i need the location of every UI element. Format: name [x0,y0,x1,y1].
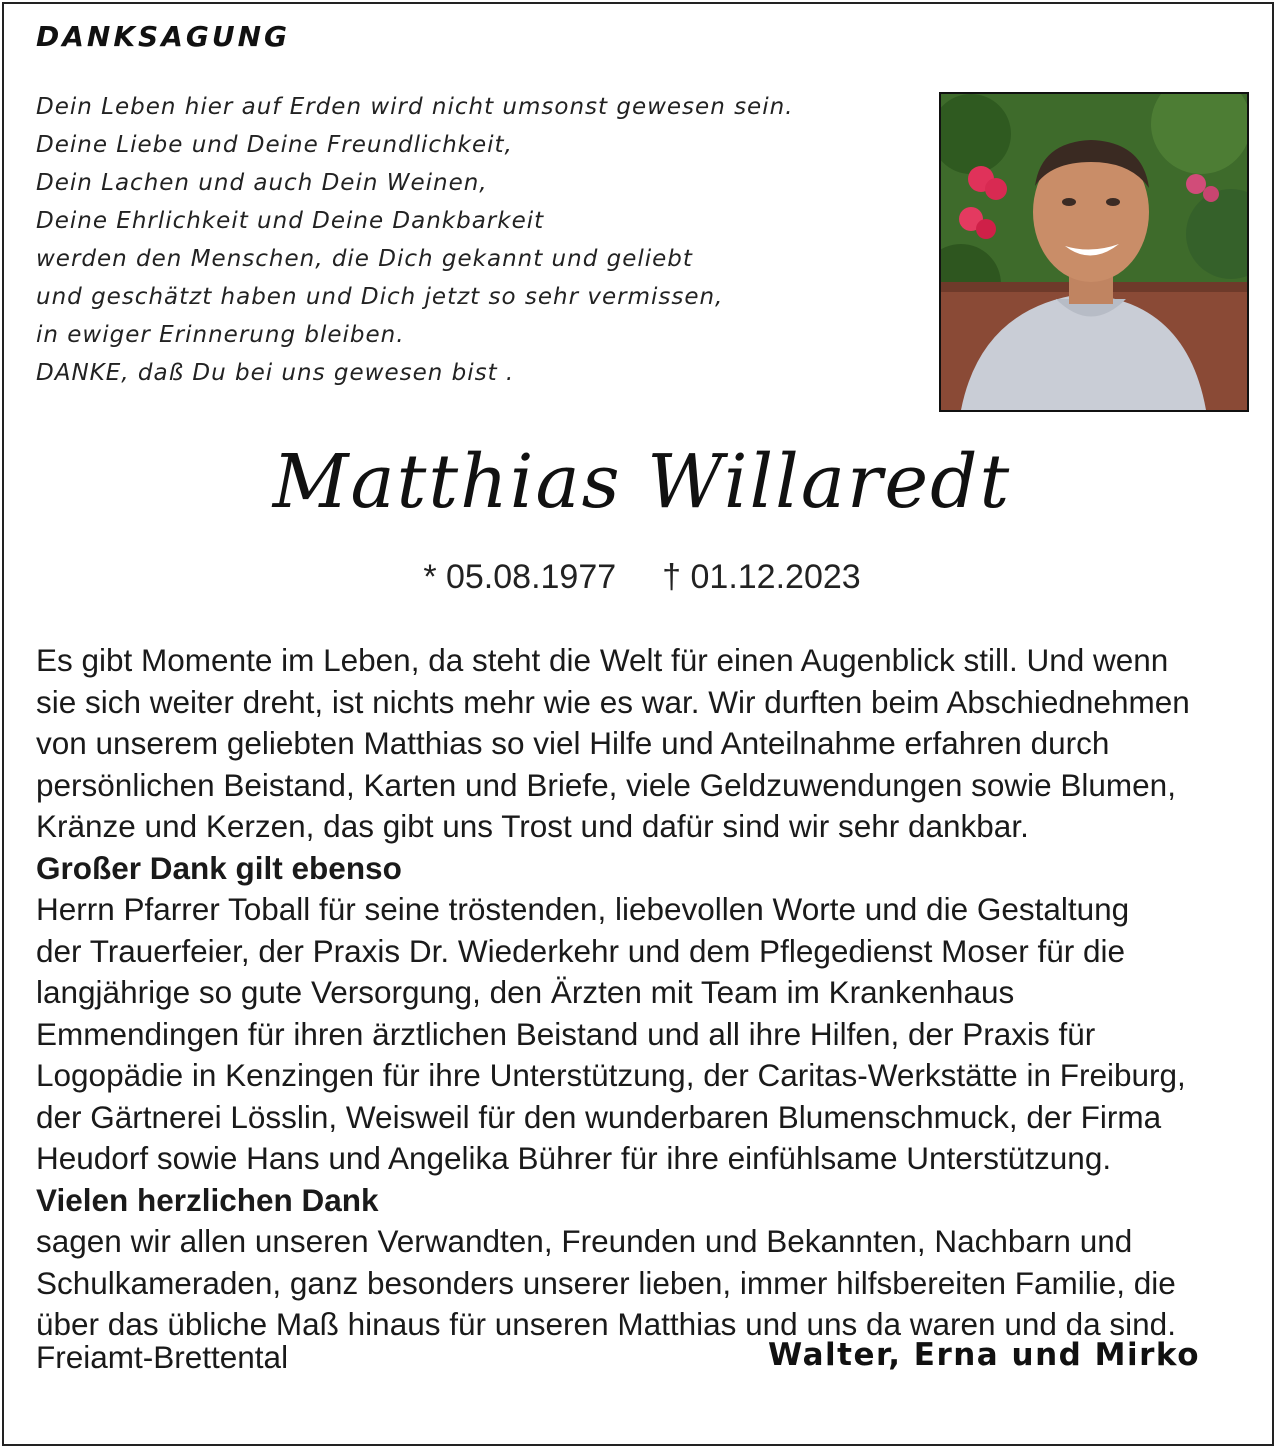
birth-date: * 05.08.1977 [423,558,617,596]
poem-line: Dein Lachen und auch Dein Weinen, [36,170,488,196]
poem-line: und geschätzt haben und Dich jetzt so sehr vermissen, [36,284,724,310]
text-line: der Gärtnerei Lösslin, Weisweil für den wunderbaren Blumenschmuck, der Firma [36,1098,1162,1135]
poem-line: Deine Liebe und Deine Freundlichkeit, [36,132,513,158]
text-line: Herrn Pfarrer Toball für seine tröstenden, liebevollen Worte und die Gestaltung [36,891,1130,927]
text-line: Logopädie in Kenzingen für ihre Unterstützung, der Caritas-Werkstätte in Freiburg, [36,1057,1186,1093]
text-line: der Trauerfeier, der Praxis Dr. Wiederkehr und dem Pflegedienst Moser für die [36,932,1125,969]
poem-line: Dein Leben hier auf Erden wird nicht umsonst gewesen sein. [36,94,794,120]
text-line: sagen wir allen unseren Verwandten, Freunden und Bekannten, Nachbarn und [36,1223,1133,1259]
text-line: über das übliche Maß hinaus für unseren Matthias und uns da waren und da sind. [36,1306,1176,1342]
signature: Walter, Erna und Mirko [768,1337,1200,1373]
poem [36,88,916,392]
thanks-text [36,640,1256,1346]
obituary-card [2,2,1274,1446]
text-line: persönlichen Beistand, Karten und Briefe, viele Geldzuwendungen sowie Blumen, [36,766,1176,803]
poem-line: in ewiger Erinnerung bleiben. [36,322,405,348]
text-line: Kränze und Kerzen, das gibt uns Trost und dafür sind wir sehr dankbar. [36,808,1029,844]
text-line: Es gibt Momente im Leben, da steht die Welt für einen Augenblick still. Und wenn [36,642,1169,678]
poem-line: Deine Ehrlichkeit und Deine Dankbarkeit [36,208,545,234]
life-dates [4,558,1280,597]
place-name: Freiamt-Brettental [36,1339,289,1375]
portrait-illustration [941,94,1247,410]
text-line: sie sich weiter dreht, ist nichts mehr wie es war. Wir durften beim Abschiednehmen [36,683,1190,720]
poem-line: DANKE, daß Du bei uns gewesen bist . [36,360,515,386]
text-line: Emmendingen für ihren ärztlichen Beistand und all ihre Hilfen, der Praxis für [36,1015,1096,1052]
portrait-photo [939,92,1249,412]
text-line: langjährige so gute Versorgung, den Ärzten mit Team im Krankenhaus [36,974,1015,1010]
deceased-name: Matthias Willaredt [272,439,1012,525]
heading: DANKSAGUNG [36,20,291,53]
poem-line: werden den Menschen, die Dich gekannt und geliebt [36,246,693,272]
text-line: Heudorf sowie Hans und Angelika Bührer für ihre einfühlsame Unterstützung. [36,1140,1112,1176]
section-heading: Vielen herzlichen Dank [36,1181,379,1218]
section-heading: Großer Dank gilt ebenso [36,849,402,886]
text-line: von unserem geliebten Matthias so viel Hilfe und Anteilnahme erfahren durch [36,725,1110,761]
text-line: Schulkameraden, ganz besonders unserer lieben, immer hilfsbereiten Familie, die [36,1264,1176,1301]
death-date: † 01.12.2023 [662,558,861,596]
